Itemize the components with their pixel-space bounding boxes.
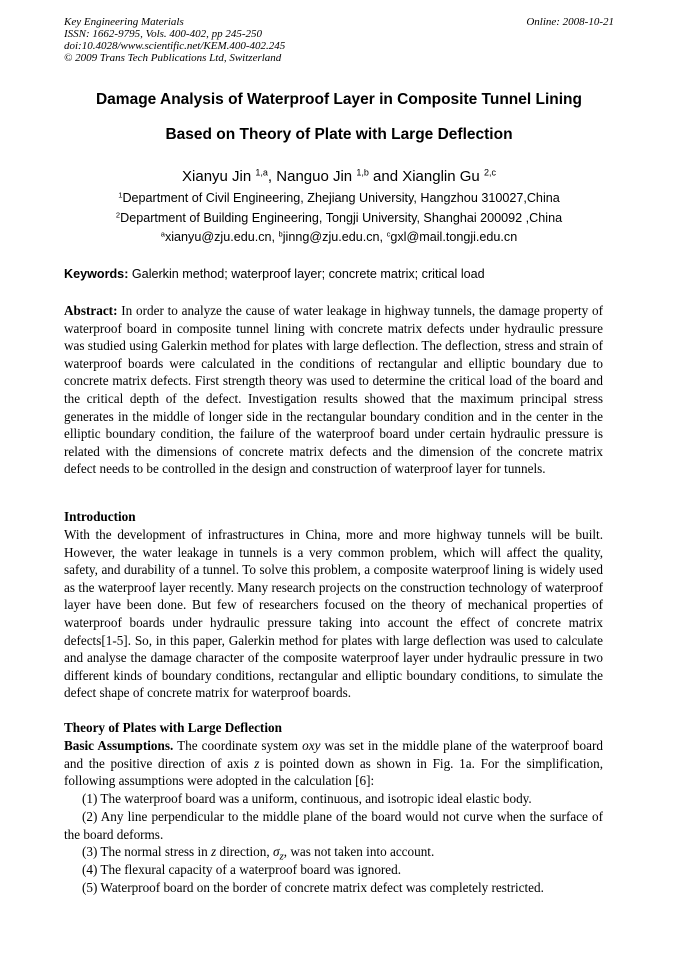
assumption-4: (4) The flexural capacity of a waterproof board was ignored. [82, 862, 402, 877]
affiliation-2: $^2$Department of Building Engineering, Tongji University, Shanghai 200092 ,China [115, 210, 563, 225]
title-line-1: Damage Analysis of Waterproof Layer in Composite Tunnel Lining [95, 91, 582, 108]
journal-name: Key Engineering Materials [64, 16, 184, 28]
assumption-2: (2) Any line perpendicular to the middle plane of the board would not curve when the surface of the board deforms. [64, 809, 603, 842]
assumption-5: (5) Waterproof board on the border of concrete matrix defect was completely restricted. [82, 880, 544, 895]
theory-heading: Theory of Plates with Large Deflection [64, 720, 282, 735]
emails: $^a$xianyu@zju.edu.cn, $^b$jinng@zju.edu.cn, $^c$gxl@mail.tongji.edu.cn [160, 229, 518, 244]
doi: doi:10.4028/www.scientific.net/KEM.400-402.245 [64, 40, 286, 52]
title-line-2: Based on Theory of Plate with Large Deflection [165, 126, 513, 143]
affiliation-1: $^1$Department of Civil Engineering, Zhejiang University, Hangzhou 310027,China [118, 190, 560, 205]
online-date: Online: 2008-10-21 [526, 16, 614, 28]
copyright: © 2009 Trans Tech Publications Ltd, Switzerland [64, 52, 282, 64]
issn: ISSN: 1662-9795, Vols. 400-402, pp 245-250 [64, 28, 262, 40]
introduction-text: With the development of infrastructures in China, more and more highway tunnels will be built. However, the water leakage in tunnels is a very common problem, which will affect the quality, safety, and durability of a tunnel. To solve this problem, a composite waterproof lining is widely used as the waterproof layer recently. Many research projects on the construction technology of waterproof layer have been done. But few of researchers focused on the theory of mechanical properties of waterproof boards under hydraulic pressure taking into account the effect of concrete matrix defects[1-5]. So, in this paper, Galerkin method for plates with large deflection was used to calculate and analyse the damage character of the composite waterproof layer under hydraulic pressure in two different kinds of boundary conditions, rectangular and elliptic boundary conditions, to simulate the defect shape of concrete matrix for waterproof boards. [64, 527, 603, 701]
abstract: Abstract: In order to analyze the cause of water leakage in highway tunnels, the damage property of waterproof board in composite tunnel lining with concrete matrix defects under hydraulic pressure was studied using Galerkin method for plates with large deflection. The deflection, stress and strain of waterproof boards were calculated in the conditions of rectangular and elliptic boundary due to concrete matrix defects. First strength theory was used to determine the critical load of the board and the critical depth of the defect. Investigation results showed that the maximum principal stress generates in the middle of longer side in the rectangular boundary condition and in the center in the elliptic boundary condition, the failure of the waterproof board under certain hydraulic pressure is related with the dimensions of concrete matrix defects and the dimension of the concrete matrix defect needs to be controlled in the design and construction of waterproof layer for tunnels. [64, 303, 603, 477]
authors: Xianyu Jin $^{1,a}$, Nanguo Jin $^{1,b}$ and Xianglin Gu $^{2,c}$ [182, 167, 496, 185]
keywords: Keywords: Galerkin method; waterproof layer; concrete matrix; critical load [64, 267, 485, 281]
introduction-heading: Introduction [64, 509, 136, 524]
assumption-1: (1) The waterproof board was a uniform, continuous, and isotropic ideal elastic body. [82, 791, 532, 806]
basic-assumptions: Basic Assumptions. The coordinate system oxy was set in the middle plane of the waterproof board and the positive direction of axis z is pointed down as shown in Fig. 1a. For the simplification, following assumptions were adopted in the calculation [6]: [64, 738, 604, 789]
assumption-3: (3) The normal stress in z direction, $\sigma_z$, was not taken into account. [82, 844, 435, 863]
journal-info [64, 16, 285, 64]
